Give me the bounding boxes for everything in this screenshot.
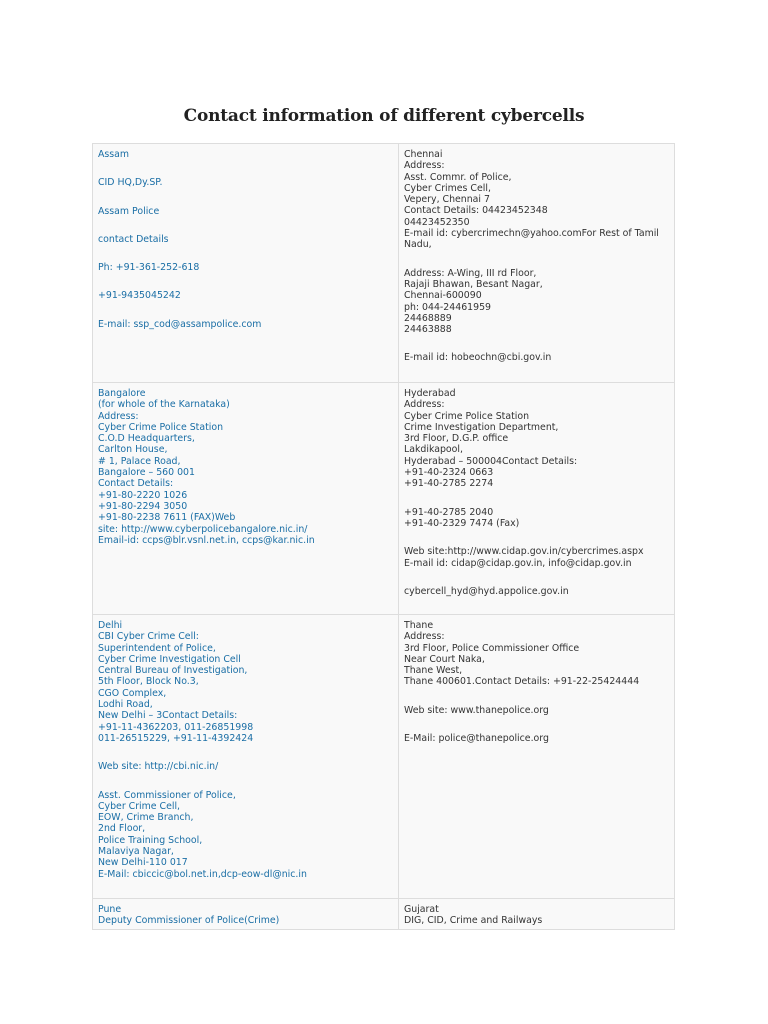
cell-line: New Delhi – 3Contact Details: (98, 710, 238, 722)
website-text: Web site: http://cbi.nic.in/ (98, 761, 219, 773)
cell-line: Asst. Commissioner of Police, (98, 789, 236, 801)
website-text: site: http://www.cyberpolicebangalore.nic.in/ (98, 523, 308, 535)
phone-number: +91-40-2785 2040 (404, 506, 494, 518)
city-name: Hyderabad (404, 388, 456, 399)
table-row (93, 899, 675, 930)
cell-line: CBI Cyber Crime Cell: (98, 631, 199, 643)
cell-line: Nadu, (404, 239, 432, 251)
phone-number: +91-80-2220 1026 (98, 489, 188, 501)
contact-table (92, 143, 675, 930)
cell-line: (for whole of the Karnataka) (98, 399, 230, 411)
cell-line: Deputy Commissioner of Police(Crime) (98, 915, 280, 927)
cell-line: Carlton House, (98, 444, 168, 456)
cell-line: 2nd Floor, (98, 823, 146, 835)
phone-number: +91-80-2238 7611 (FAX)Web (98, 512, 236, 524)
cell-line: Police Training School, (98, 834, 203, 846)
phone-number: 011-26515229, +91-11-4392424 (98, 732, 254, 744)
email-text: cybercell_hyd@hyd.appolice.gov.in (404, 585, 569, 597)
cell-delhi (93, 615, 399, 899)
cell-line: Address: (404, 631, 445, 643)
cell-line: contact Details (98, 233, 169, 245)
cell-line: Cyber Crime Police Station (98, 421, 224, 433)
phone-number: 24468889 (404, 312, 452, 324)
cell-line: Contact Details: (98, 478, 174, 490)
cell-gujarat (399, 899, 675, 930)
cell-line: Crime Investigation Department, (404, 421, 559, 433)
cell-line: Malaviya Nagar, (98, 846, 174, 858)
cell-line: Rajaji Bhawan, Besant Nagar, (404, 278, 543, 290)
cell-bangalore (93, 383, 399, 615)
phone-number: +91-40-2785 2274 (404, 478, 494, 490)
cell-line: Cyber Crimes Cell, (404, 182, 491, 194)
cell-line: Central Bureau of Investigation, (98, 665, 248, 677)
city-name: Delhi (98, 620, 123, 631)
cell-line: Vepery, Chennai 7 (404, 194, 490, 206)
email-text: E-mail: ssp_cod@assampolice.com (98, 318, 262, 330)
city-name: Bangalore (98, 388, 146, 399)
cell-line: Asst. Commr. of Police, (404, 171, 512, 183)
cell-line: EOW, Crime Branch, (98, 812, 194, 824)
cell-line: CID HQ,Dy.SP. (98, 177, 163, 189)
city-name: Thane (404, 620, 434, 631)
cell-line: 3rd Floor, D.G.P. office (404, 433, 509, 445)
cell-chennai (399, 144, 675, 383)
cell-line: Superintendent of Police, (98, 642, 216, 654)
email-text: E-Mail: police@thanepolice.org (404, 733, 549, 745)
cell-thane (399, 615, 675, 899)
city-name: Assam (98, 149, 130, 160)
cell-line: Address: (404, 399, 445, 411)
cell-line: 5th Floor, Block No.3, (98, 676, 199, 688)
cell-line: Lodhi Road, (98, 699, 153, 711)
table-row (93, 383, 675, 615)
phone-number: Ph: +91-361-252-618 (98, 262, 200, 274)
cell-line: Cyber Crime Investigation Cell (98, 653, 241, 665)
cell-line: Lakdikapool, (404, 444, 463, 456)
phone-number: +91-80-2294 3050 (98, 500, 188, 512)
phone-number: Thane 400601.Contact Details: +91-22-25424444 (404, 676, 640, 688)
cell-line: # 1, Palace Road, (98, 455, 181, 467)
cell-line: Chennai-600090 (404, 290, 482, 302)
cell-line: Assam Police (98, 205, 160, 217)
cell-line: Cyber Crime Police Station (404, 410, 530, 422)
website-text: Web site:http://www.cidap.gov.in/cybercrimes.aspx (404, 546, 644, 558)
phone-number: +91-40-2329 7474 (Fax) (404, 517, 520, 529)
city-name: Chennai (404, 149, 443, 160)
email-text: Email-id: ccps@blr.vsnl.net.in, ccps@kar.nic.in (98, 534, 315, 546)
cell-line: CGO Complex, (98, 687, 167, 699)
phone-number: +91-40-2324 0663 (404, 467, 494, 479)
city-name: Gujarat (404, 904, 439, 915)
email-text: E-mail id: hobeochn@cbi.gov.in (404, 352, 552, 364)
cell-line: Address: (98, 410, 139, 422)
page-title: Contact information of different cybercells (183, 106, 585, 126)
cell-line: Address: A-Wing, III rd Floor, (404, 267, 537, 279)
cell-line: Hyderabad – 500004Contact Details: (404, 455, 578, 467)
table-row (93, 615, 675, 899)
cell-line: Cyber Crime Cell, (98, 800, 181, 812)
cell-line: DIG, CID, Crime and Railways (404, 915, 543, 927)
cell-pune (93, 899, 399, 930)
website-text: Web site: www.thanepolice.org (404, 704, 549, 716)
cell-line: C.O.D Headquarters, (98, 433, 195, 445)
email-text: E-mail id: cidap@cidap.gov.in, info@cidap.gov.in (404, 557, 632, 569)
cell-assam (93, 144, 399, 383)
cell-hyderabad (399, 383, 675, 615)
email-text: E-mail id: cybercrimechn@yahoo.comFor Rest of Tamil (404, 228, 659, 240)
cell-line: 3rd Floor, Police Commissioner Office (404, 642, 580, 654)
email-text: E-Mail: cbiccic@bol.net.in,dcp-eow-dl@nic.in (98, 868, 307, 880)
phone-number: 24463888 (404, 324, 452, 336)
phone-number: 04423452350 (404, 216, 470, 228)
phone-number: +91-9435045242 (98, 290, 181, 302)
table-row (93, 144, 675, 383)
phone-number: ph: 044-24461959 (404, 301, 492, 313)
phone-number: Contact Details: 04423452348 (404, 205, 548, 217)
city-name: Pune (98, 904, 122, 915)
cell-line: Bangalore – 560 001 (98, 467, 195, 479)
cell-line: New Delhi-110 017 (98, 857, 188, 869)
cell-line: Thane West, (404, 665, 463, 677)
cell-line: Near Court Naka, (404, 653, 485, 665)
cell-line: Address: (404, 160, 445, 172)
phone-number: +91-11-4362203, 011-26851998 (98, 721, 254, 733)
